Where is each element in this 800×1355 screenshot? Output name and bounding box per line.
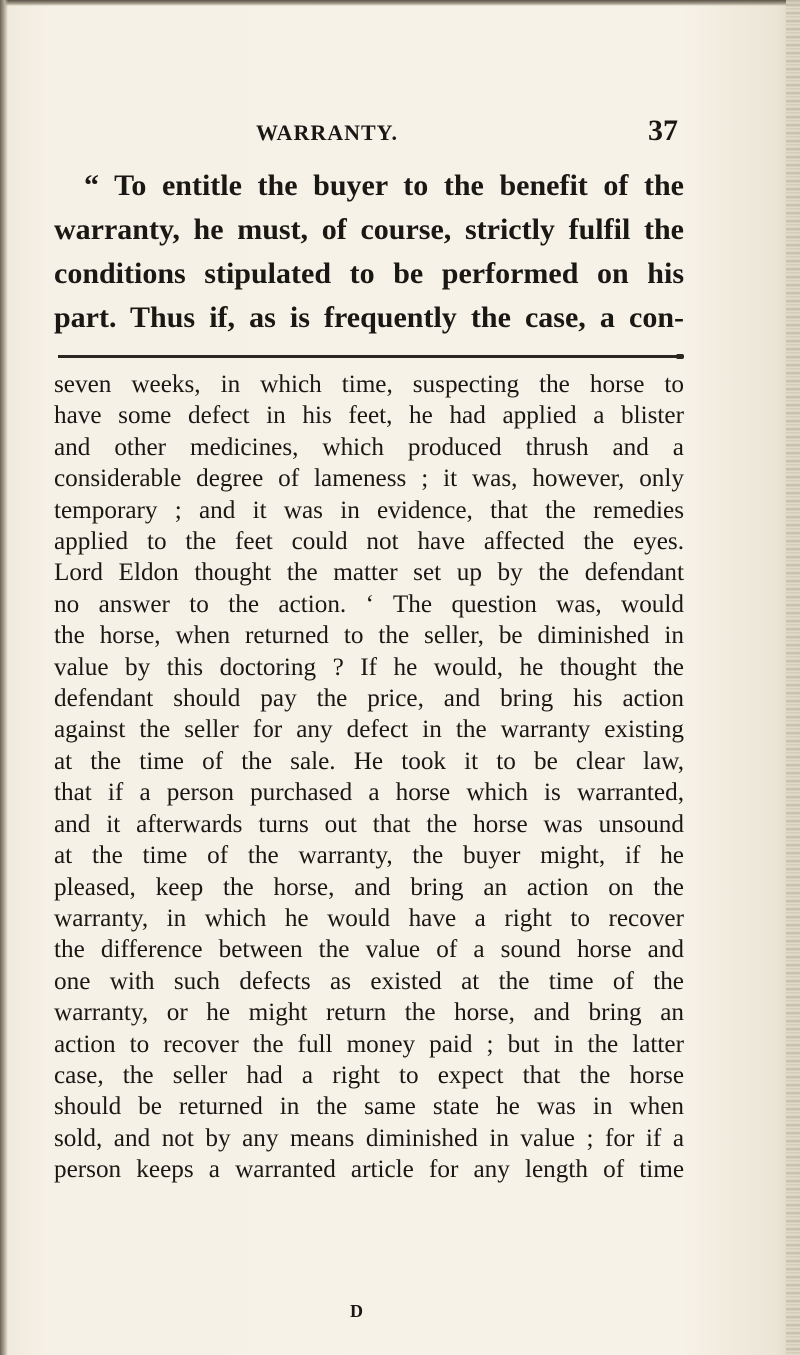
text-line: no answer to the action. ‘ The question was, would [54,590,684,618]
text-line: warranty, he must, of course, strictly fulfil the [54,213,684,246]
text-line: the horse, when returned to the seller, be diminished in [54,622,684,650]
text-line: temporary ; and it was in evidence, that the remedies [54,496,684,524]
text-line: and it afterwards turns out that the horse was unsound [54,810,684,838]
text-line: action to recover the full money paid ; but in the latter [54,1030,684,1058]
text-line: value by this doctoring ? If he would, he thought the [54,653,684,681]
text-line: that if a person purchased a horse which is warranted, [54,779,684,807]
text-line: at the time of the warranty, the buyer might, if he [54,842,684,870]
main-text-lower [54,369,684,1186]
running-head [230,114,678,150]
text-line: applied to the feet could not have affected the eyes. [54,528,684,556]
text-line: conditions stipulated to be performed on his [54,257,684,290]
binding-shadow [0,0,8,1355]
text-line: one with such defects as existed at the time of the [54,967,684,995]
text-line: Lord Eldon thought the matter set up by the defendant [54,559,684,587]
text-line: considerable degree of lameness ; it was, however, only [54,465,684,493]
text-line: should be returned in the same state he was in when [54,1093,684,1121]
text-line: pleased, keep the horse, and bring an action on the [54,873,684,901]
text-line: defendant should pay the price, and bring his action [54,685,684,713]
text-line: seven weeks, in which time, suspecting the horse to [54,371,684,398]
text-line: and other medicines, which produced thrush and a [54,433,684,461]
signature-mark: D [350,1301,363,1321]
text-line: person keeps a warranted article for any length of time [54,1156,684,1184]
text-line: against the seller for any defect in the warranty existing [54,716,684,744]
text-line: the difference between the value of a sound horse and [54,936,684,964]
running-title: WARRANTY. [256,120,399,145]
footnote-divider [58,355,678,358]
text-line: part. Thus if, as is frequently the case, a con- [54,301,684,334]
text-line: warranty, in which he would have a right to recover [54,904,684,932]
text-line: “ To entitle the buyer to the benefit of the [84,169,684,202]
text-line: sold, and not by any means diminished in value ; for if a [54,1124,684,1152]
text-line: have some defect in his feet, he had applied a blister [54,402,684,430]
text-line: warranty, or he might return the horse, and bring an [54,999,684,1027]
text-line: at the time of the sale. He took it to be clear law, [54,747,684,775]
page-fore-edge [786,0,800,1355]
text-line: case, the seller had a right to expect that the horse [54,1061,684,1089]
page-number: 37 [648,114,678,147]
page-top-edge [0,0,800,6]
main-text-upper [54,164,684,340]
